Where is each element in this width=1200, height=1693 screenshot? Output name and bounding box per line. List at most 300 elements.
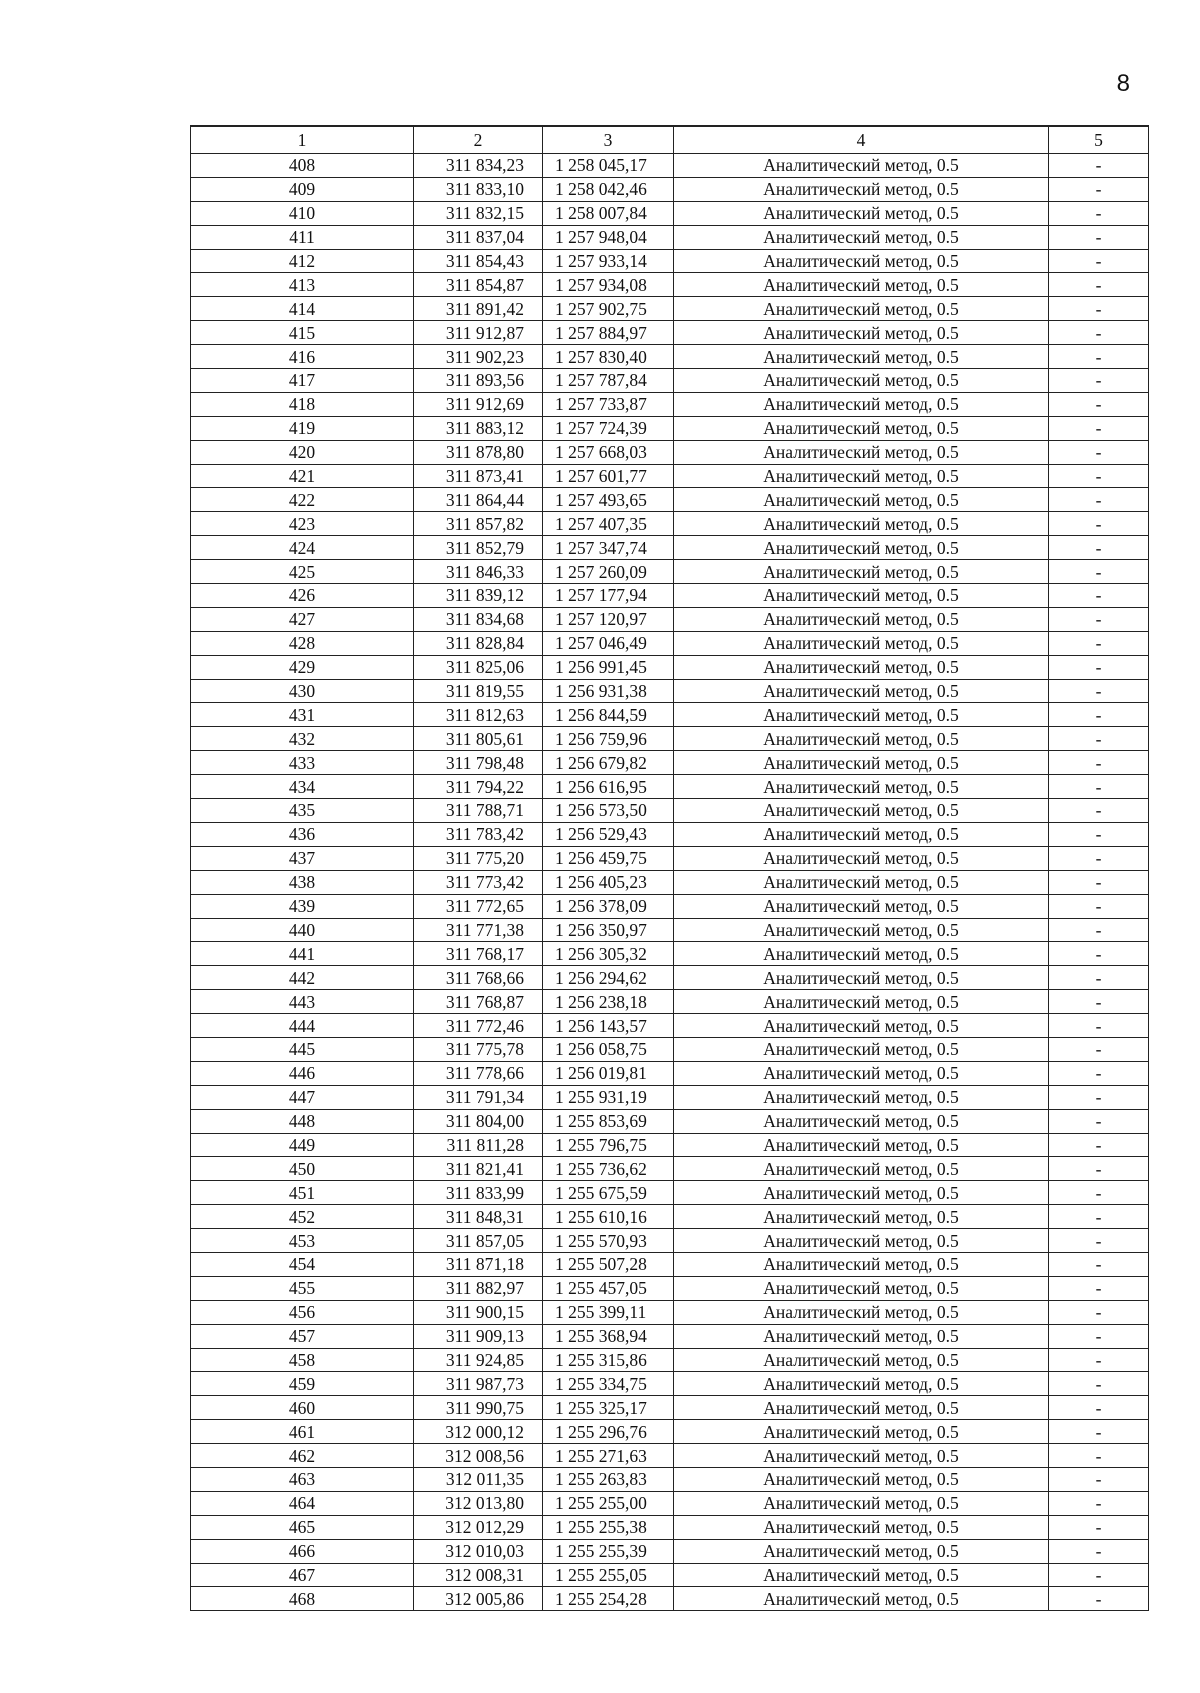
note-cell: -: [1049, 918, 1149, 942]
coordinates-table: [190, 125, 1149, 1611]
x-coordinate-cell: 312 000,12: [414, 1420, 543, 1444]
method-cell: Аналитический метод, 0.5: [674, 1157, 1049, 1181]
y-coordinate-cell: 1 257 933,14: [543, 249, 674, 273]
method-cell: Аналитический метод, 0.5: [674, 1348, 1049, 1372]
y-coordinate-cell: 1 256 459,75: [543, 846, 674, 870]
point-number-cell: 453: [191, 1229, 414, 1253]
table-row: [191, 488, 1149, 512]
table-row: [191, 321, 1149, 345]
method-cell: Аналитический метод, 0.5: [674, 1372, 1049, 1396]
x-coordinate-cell: 311 990,75: [414, 1396, 543, 1420]
point-number-cell: 413: [191, 273, 414, 297]
x-coordinate-cell: 311 878,80: [414, 440, 543, 464]
point-number-cell: 410: [191, 201, 414, 225]
method-cell: Аналитический метод, 0.5: [674, 1252, 1049, 1276]
y-coordinate-cell: 1 255 457,05: [543, 1276, 674, 1300]
note-cell: -: [1049, 870, 1149, 894]
method-cell: Аналитический метод, 0.5: [674, 345, 1049, 369]
y-coordinate-cell: 1 255 255,05: [543, 1563, 674, 1587]
header-cell-5: 5: [1049, 126, 1149, 154]
table-row: [191, 177, 1149, 201]
table-row: [191, 273, 1149, 297]
note-cell: -: [1049, 273, 1149, 297]
x-coordinate-cell: 311 864,44: [414, 488, 543, 512]
note-cell: -: [1049, 942, 1149, 966]
x-coordinate-cell: 311 871,18: [414, 1252, 543, 1276]
x-coordinate-cell: 311 900,15: [414, 1300, 543, 1324]
point-number-cell: 428: [191, 631, 414, 655]
method-cell: Аналитический метод, 0.5: [674, 1181, 1049, 1205]
point-number-cell: 424: [191, 536, 414, 560]
note-cell: -: [1049, 1061, 1149, 1085]
point-number-cell: 434: [191, 775, 414, 799]
note-cell: -: [1049, 1539, 1149, 1563]
x-coordinate-cell: 311 833,99: [414, 1181, 543, 1205]
note-cell: -: [1049, 1181, 1149, 1205]
y-coordinate-cell: 1 257 724,39: [543, 416, 674, 440]
point-number-cell: 441: [191, 942, 414, 966]
x-coordinate-cell: 311 825,06: [414, 655, 543, 679]
x-coordinate-cell: 312 012,29: [414, 1515, 543, 1539]
table-row: [191, 560, 1149, 584]
point-number-cell: 409: [191, 177, 414, 201]
note-cell: -: [1049, 631, 1149, 655]
y-coordinate-cell: 1 255 675,59: [543, 1181, 674, 1205]
y-coordinate-cell: 1 255 263,83: [543, 1467, 674, 1491]
method-cell: Аналитический метод, 0.5: [674, 966, 1049, 990]
x-coordinate-cell: 311 839,12: [414, 584, 543, 608]
point-number-cell: 451: [191, 1181, 414, 1205]
note-cell: -: [1049, 249, 1149, 273]
point-number-cell: 421: [191, 464, 414, 488]
method-cell: Аналитический метод, 0.5: [674, 1109, 1049, 1133]
table-row: [191, 870, 1149, 894]
point-number-cell: 412: [191, 249, 414, 273]
point-number-cell: 445: [191, 1037, 414, 1061]
method-cell: Аналитический метод, 0.5: [674, 1563, 1049, 1587]
note-cell: -: [1049, 321, 1149, 345]
point-number-cell: 458: [191, 1348, 414, 1372]
method-cell: Аналитический метод, 0.5: [674, 1491, 1049, 1515]
y-coordinate-cell: 1 255 610,16: [543, 1205, 674, 1229]
table-row: [191, 512, 1149, 536]
x-coordinate-cell: 311 873,41: [414, 464, 543, 488]
table-row: [191, 1396, 1149, 1420]
y-coordinate-cell: 1 255 315,86: [543, 1348, 674, 1372]
method-cell: Аналитический метод, 0.5: [674, 942, 1049, 966]
note-cell: -: [1049, 1491, 1149, 1515]
x-coordinate-cell: 311 902,23: [414, 345, 543, 369]
table-row: [191, 1372, 1149, 1396]
method-cell: Аналитический метод, 0.5: [674, 703, 1049, 727]
x-coordinate-cell: 311 854,43: [414, 249, 543, 273]
point-number-cell: 461: [191, 1420, 414, 1444]
table-row: [191, 894, 1149, 918]
note-cell: -: [1049, 392, 1149, 416]
x-coordinate-cell: 311 833,10: [414, 177, 543, 201]
method-cell: Аналитический метод, 0.5: [674, 1396, 1049, 1420]
table-row: [191, 536, 1149, 560]
point-number-cell: 419: [191, 416, 414, 440]
x-coordinate-cell: 311 924,85: [414, 1348, 543, 1372]
note-cell: -: [1049, 1109, 1149, 1133]
note-cell: -: [1049, 440, 1149, 464]
method-cell: Аналитический метод, 0.5: [674, 894, 1049, 918]
method-cell: Аналитический метод, 0.5: [674, 536, 1049, 560]
x-coordinate-cell: 311 854,87: [414, 273, 543, 297]
point-number-cell: 418: [191, 392, 414, 416]
method-cell: Аналитический метод, 0.5: [674, 584, 1049, 608]
table-row: [191, 631, 1149, 655]
method-cell: Аналитический метод, 0.5: [674, 990, 1049, 1014]
table-row: [191, 703, 1149, 727]
point-number-cell: 452: [191, 1205, 414, 1229]
y-coordinate-cell: 1 257 120,97: [543, 607, 674, 631]
y-coordinate-cell: 1 256 019,81: [543, 1061, 674, 1085]
y-coordinate-cell: 1 257 948,04: [543, 225, 674, 249]
table-row: [191, 297, 1149, 321]
point-number-cell: 430: [191, 679, 414, 703]
y-coordinate-cell: 1 256 350,97: [543, 918, 674, 942]
table-row: [191, 822, 1149, 846]
table-row: [191, 775, 1149, 799]
point-number-cell: 422: [191, 488, 414, 512]
note-cell: -: [1049, 1014, 1149, 1038]
method-cell: Аналитический метод, 0.5: [674, 297, 1049, 321]
y-coordinate-cell: 1 255 254,28: [543, 1587, 674, 1611]
method-cell: Аналитический метод, 0.5: [674, 1229, 1049, 1253]
note-cell: -: [1049, 703, 1149, 727]
point-number-cell: 467: [191, 1563, 414, 1587]
table-row: [191, 1300, 1149, 1324]
y-coordinate-cell: 1 257 934,08: [543, 273, 674, 297]
table-row: [191, 1014, 1149, 1038]
note-cell: -: [1049, 1396, 1149, 1420]
method-cell: Аналитический метод, 0.5: [674, 201, 1049, 225]
table-row: [191, 1061, 1149, 1085]
point-number-cell: 468: [191, 1587, 414, 1611]
y-coordinate-cell: 1 255 736,62: [543, 1157, 674, 1181]
y-coordinate-cell: 1 255 368,94: [543, 1324, 674, 1348]
method-cell: Аналитический метод, 0.5: [674, 1205, 1049, 1229]
y-coordinate-cell: 1 258 007,84: [543, 201, 674, 225]
table-row: [191, 1133, 1149, 1157]
point-number-cell: 431: [191, 703, 414, 727]
point-number-cell: 411: [191, 225, 414, 249]
table-row: [191, 1037, 1149, 1061]
table-row: [191, 416, 1149, 440]
note-cell: -: [1049, 1229, 1149, 1253]
table-row: [191, 1420, 1149, 1444]
note-cell: -: [1049, 416, 1149, 440]
y-coordinate-cell: 1 256 058,75: [543, 1037, 674, 1061]
note-cell: -: [1049, 1324, 1149, 1348]
x-coordinate-cell: 312 013,80: [414, 1491, 543, 1515]
y-coordinate-cell: 1 257 668,03: [543, 440, 674, 464]
y-coordinate-cell: 1 257 830,40: [543, 345, 674, 369]
method-cell: Аналитический метод, 0.5: [674, 1037, 1049, 1061]
point-number-cell: 443: [191, 990, 414, 1014]
point-number-cell: 460: [191, 1396, 414, 1420]
method-cell: Аналитический метод, 0.5: [674, 512, 1049, 536]
x-coordinate-cell: 311 772,65: [414, 894, 543, 918]
x-coordinate-cell: 311 768,87: [414, 990, 543, 1014]
point-number-cell: 464: [191, 1491, 414, 1515]
table-row: [191, 369, 1149, 393]
y-coordinate-cell: 1 257 046,49: [543, 631, 674, 655]
point-number-cell: 427: [191, 607, 414, 631]
x-coordinate-cell: 312 010,03: [414, 1539, 543, 1563]
point-number-cell: 456: [191, 1300, 414, 1324]
point-number-cell: 442: [191, 966, 414, 990]
point-number-cell: 465: [191, 1515, 414, 1539]
note-cell: -: [1049, 1085, 1149, 1109]
method-cell: Аналитический метод, 0.5: [674, 775, 1049, 799]
method-cell: Аналитический метод, 0.5: [674, 1133, 1049, 1157]
y-coordinate-cell: 1 255 507,28: [543, 1252, 674, 1276]
note-cell: -: [1049, 799, 1149, 823]
x-coordinate-cell: 311 771,38: [414, 918, 543, 942]
point-number-cell: 423: [191, 512, 414, 536]
method-cell: Аналитический метод, 0.5: [674, 273, 1049, 297]
note-cell: -: [1049, 966, 1149, 990]
table-row: [191, 1587, 1149, 1611]
note-cell: -: [1049, 177, 1149, 201]
table-row: [191, 918, 1149, 942]
note-cell: -: [1049, 846, 1149, 870]
table-row: [191, 1181, 1149, 1205]
table-row: [191, 1491, 1149, 1515]
method-cell: Аналитический метод, 0.5: [674, 822, 1049, 846]
y-coordinate-cell: 1 256 759,96: [543, 727, 674, 751]
note-cell: -: [1049, 1276, 1149, 1300]
y-coordinate-cell: 1 255 796,75: [543, 1133, 674, 1157]
table-row: [191, 1467, 1149, 1491]
point-number-cell: 449: [191, 1133, 414, 1157]
x-coordinate-cell: 311 987,73: [414, 1372, 543, 1396]
point-number-cell: 440: [191, 918, 414, 942]
method-cell: Аналитический метод, 0.5: [674, 846, 1049, 870]
method-cell: Аналитический метод, 0.5: [674, 751, 1049, 775]
table-row: [191, 1348, 1149, 1372]
note-cell: -: [1049, 201, 1149, 225]
method-cell: Аналитический метод, 0.5: [674, 1085, 1049, 1109]
note-cell: -: [1049, 1205, 1149, 1229]
table-row: [191, 249, 1149, 273]
y-coordinate-cell: 1 256 378,09: [543, 894, 674, 918]
x-coordinate-cell: 311 848,31: [414, 1205, 543, 1229]
y-coordinate-cell: 1 255 853,69: [543, 1109, 674, 1133]
note-cell: -: [1049, 822, 1149, 846]
table-row: [191, 1539, 1149, 1563]
table-row: [191, 1229, 1149, 1253]
point-number-cell: 457: [191, 1324, 414, 1348]
x-coordinate-cell: 312 008,31: [414, 1563, 543, 1587]
table-row: [191, 799, 1149, 823]
note-cell: -: [1049, 1348, 1149, 1372]
point-number-cell: 420: [191, 440, 414, 464]
y-coordinate-cell: 1 256 616,95: [543, 775, 674, 799]
point-number-cell: 459: [191, 1372, 414, 1396]
x-coordinate-cell: 311 783,42: [414, 822, 543, 846]
point-number-cell: 408: [191, 154, 414, 178]
x-coordinate-cell: 311 819,55: [414, 679, 543, 703]
note-cell: -: [1049, 990, 1149, 1014]
method-cell: Аналитический метод, 0.5: [674, 1515, 1049, 1539]
method-cell: Аналитический метод, 0.5: [674, 154, 1049, 178]
table-row: [191, 1444, 1149, 1468]
y-coordinate-cell: 1 256 143,57: [543, 1014, 674, 1038]
y-coordinate-cell: 1 255 255,38: [543, 1515, 674, 1539]
method-cell: Аналитический метод, 0.5: [674, 1061, 1049, 1085]
method-cell: Аналитический метод, 0.5: [674, 870, 1049, 894]
point-number-cell: 429: [191, 655, 414, 679]
note-cell: -: [1049, 584, 1149, 608]
y-coordinate-cell: 1 257 902,75: [543, 297, 674, 321]
x-coordinate-cell: 312 005,86: [414, 1587, 543, 1611]
x-coordinate-cell: 311 772,46: [414, 1014, 543, 1038]
y-coordinate-cell: 1 255 296,76: [543, 1420, 674, 1444]
method-cell: Аналитический метод, 0.5: [674, 799, 1049, 823]
y-coordinate-cell: 1 255 570,93: [543, 1229, 674, 1253]
y-coordinate-cell: 1 256 529,43: [543, 822, 674, 846]
x-coordinate-cell: 311 812,63: [414, 703, 543, 727]
y-coordinate-cell: 1 257 407,35: [543, 512, 674, 536]
table-row: [191, 392, 1149, 416]
note-cell: -: [1049, 1300, 1149, 1324]
note-cell: -: [1049, 1252, 1149, 1276]
point-number-cell: 439: [191, 894, 414, 918]
header-cell-2: 2: [414, 126, 543, 154]
x-coordinate-cell: 311 891,42: [414, 297, 543, 321]
x-coordinate-cell: 311 832,15: [414, 201, 543, 225]
x-coordinate-cell: 311 883,12: [414, 416, 543, 440]
method-cell: Аналитический метод, 0.5: [674, 1300, 1049, 1324]
y-coordinate-cell: 1 257 260,09: [543, 560, 674, 584]
x-coordinate-cell: 311 804,00: [414, 1109, 543, 1133]
table-row: [191, 966, 1149, 990]
table-row: [191, 846, 1149, 870]
note-cell: -: [1049, 751, 1149, 775]
point-number-cell: 415: [191, 321, 414, 345]
point-number-cell: 444: [191, 1014, 414, 1038]
method-cell: Аналитический метод, 0.5: [674, 1014, 1049, 1038]
y-coordinate-cell: 1 256 573,50: [543, 799, 674, 823]
note-cell: -: [1049, 1444, 1149, 1468]
point-number-cell: 450: [191, 1157, 414, 1181]
method-cell: Аналитический метод, 0.5: [674, 1324, 1049, 1348]
table-row: [191, 1157, 1149, 1181]
x-coordinate-cell: 311 857,82: [414, 512, 543, 536]
note-cell: -: [1049, 536, 1149, 560]
x-coordinate-cell: 311 846,33: [414, 560, 543, 584]
table-row: [191, 751, 1149, 775]
table-header-row: [191, 126, 1149, 154]
point-number-cell: 466: [191, 1539, 414, 1563]
point-number-cell: 447: [191, 1085, 414, 1109]
method-cell: Аналитический метод, 0.5: [674, 1276, 1049, 1300]
table-row: [191, 990, 1149, 1014]
y-coordinate-cell: 1 256 405,23: [543, 870, 674, 894]
table-body: [191, 126, 1149, 1611]
note-cell: -: [1049, 655, 1149, 679]
y-coordinate-cell: 1 256 844,59: [543, 703, 674, 727]
table-row: [191, 607, 1149, 631]
page-number: 8: [1116, 70, 1130, 97]
table-row: [191, 1324, 1149, 1348]
x-coordinate-cell: 311 857,05: [414, 1229, 543, 1253]
method-cell: Аналитический метод, 0.5: [674, 679, 1049, 703]
point-number-cell: 438: [191, 870, 414, 894]
point-number-cell: 437: [191, 846, 414, 870]
table-row: [191, 1563, 1149, 1587]
note-cell: -: [1049, 894, 1149, 918]
x-coordinate-cell: 311 828,84: [414, 631, 543, 655]
table-row: [191, 1252, 1149, 1276]
note-cell: -: [1049, 560, 1149, 584]
x-coordinate-cell: 311 788,71: [414, 799, 543, 823]
method-cell: Аналитический метод, 0.5: [674, 1420, 1049, 1444]
method-cell: Аналитический метод, 0.5: [674, 440, 1049, 464]
point-number-cell: 436: [191, 822, 414, 846]
table-row: [191, 464, 1149, 488]
y-coordinate-cell: 1 258 045,17: [543, 154, 674, 178]
header-cell-4: 4: [674, 126, 1049, 154]
table-row: [191, 1515, 1149, 1539]
x-coordinate-cell: 311 821,41: [414, 1157, 543, 1181]
point-number-cell: 414: [191, 297, 414, 321]
point-number-cell: 435: [191, 799, 414, 823]
x-coordinate-cell: 311 912,69: [414, 392, 543, 416]
x-coordinate-cell: 311 794,22: [414, 775, 543, 799]
method-cell: Аналитический метод, 0.5: [674, 369, 1049, 393]
point-number-cell: 455: [191, 1276, 414, 1300]
table-row: [191, 440, 1149, 464]
header-cell-1: 1: [191, 126, 414, 154]
y-coordinate-cell: 1 256 294,62: [543, 966, 674, 990]
table-row: [191, 1276, 1149, 1300]
method-cell: Аналитический метод, 0.5: [674, 177, 1049, 201]
method-cell: Аналитический метод, 0.5: [674, 607, 1049, 631]
x-coordinate-cell: 312 011,35: [414, 1467, 543, 1491]
point-number-cell: 417: [191, 369, 414, 393]
note-cell: -: [1049, 1587, 1149, 1611]
x-coordinate-cell: 311 893,56: [414, 369, 543, 393]
table-row: [191, 345, 1149, 369]
table-row: [191, 225, 1149, 249]
point-number-cell: 463: [191, 1467, 414, 1491]
y-coordinate-cell: 1 255 325,17: [543, 1396, 674, 1420]
y-coordinate-cell: 1 255 399,11: [543, 1300, 674, 1324]
method-cell: Аналитический метод, 0.5: [674, 655, 1049, 679]
method-cell: Аналитический метод, 0.5: [674, 1444, 1049, 1468]
y-coordinate-cell: 1 255 255,39: [543, 1539, 674, 1563]
x-coordinate-cell: 311 909,13: [414, 1324, 543, 1348]
y-coordinate-cell: 1 255 931,19: [543, 1085, 674, 1109]
y-coordinate-cell: 1 257 787,84: [543, 369, 674, 393]
y-coordinate-cell: 1 256 238,18: [543, 990, 674, 1014]
x-coordinate-cell: 311 912,87: [414, 321, 543, 345]
method-cell: Аналитический метод, 0.5: [674, 918, 1049, 942]
table-row: [191, 1205, 1149, 1229]
note-cell: -: [1049, 512, 1149, 536]
table-row: [191, 584, 1149, 608]
note-cell: -: [1049, 369, 1149, 393]
y-coordinate-cell: 1 256 931,38: [543, 679, 674, 703]
method-cell: Аналитический метод, 0.5: [674, 416, 1049, 440]
note-cell: -: [1049, 1563, 1149, 1587]
note-cell: -: [1049, 225, 1149, 249]
